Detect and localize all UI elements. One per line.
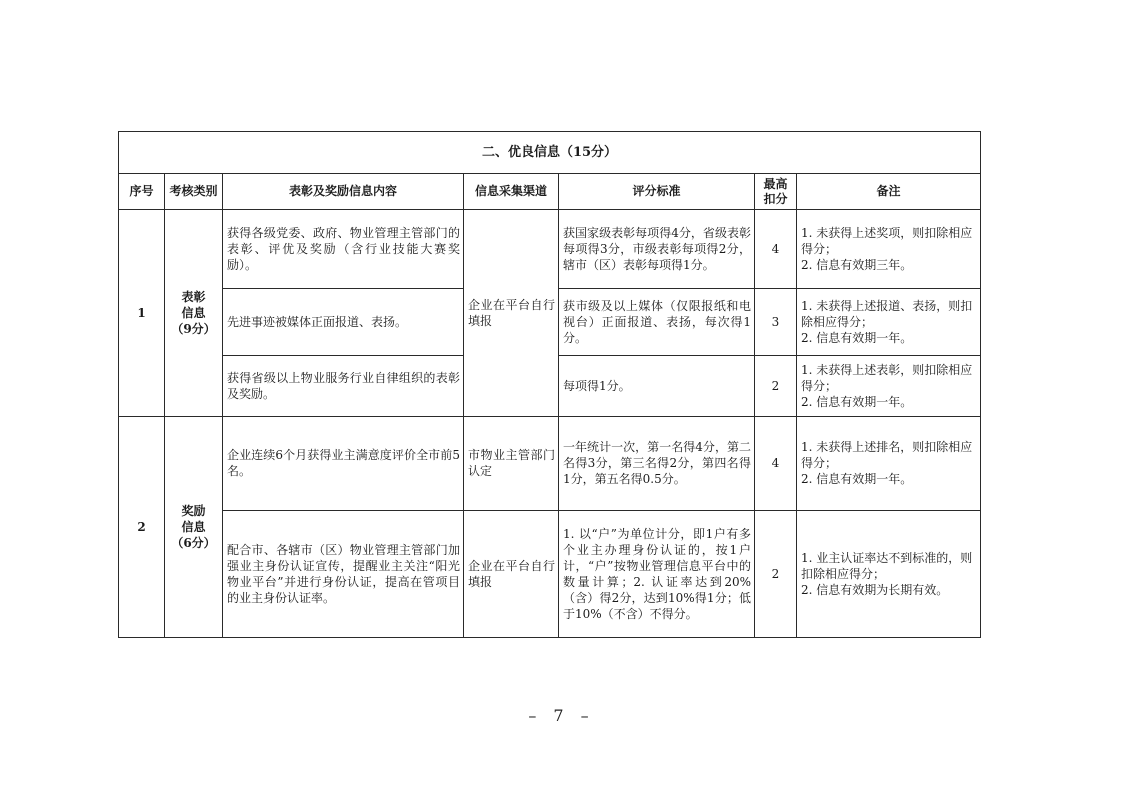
- header-category: 考核类别: [165, 174, 223, 210]
- note-line: 1. 未获得上述报道、表扬，则扣除相应得分；: [801, 299, 973, 330]
- scoring-table-sheet: [118, 131, 980, 638]
- group-category-line: 信息: [181, 306, 206, 321]
- note-line: 1. 未获得上述奖项，则扣除相应得分；: [801, 226, 973, 257]
- group-category: [165, 210, 223, 416]
- row-criteria: 1. 以“户”为单位计分，即1户有多个业主办理身份认证的，按1户计，“户”按物业管理信息平台中的数量计算；2. 认证率达到20%（含）得2分，达到10%得1分；低于10%（不含）不得分。: [559, 511, 755, 638]
- row-criteria: 每项得1分。: [559, 356, 755, 416]
- header-max-points: [755, 174, 797, 210]
- group-category: [165, 416, 223, 637]
- row-criteria: 一年统计一次，第一名得4分，第二名得3分，第三名得2分，第四名得1分，第五名得0.5分。: [559, 416, 755, 511]
- row-notes: [797, 356, 981, 416]
- row-notes: [797, 210, 981, 288]
- header-criteria: 评分标准: [559, 174, 755, 210]
- header-notes: 备注: [797, 174, 981, 210]
- row-max-points: 2: [755, 511, 797, 638]
- row-content: 企业连续6个月获得业主满意度评价全市前5名。: [223, 416, 464, 511]
- group-category-line: 信息: [181, 519, 206, 534]
- row-max-points: 4: [755, 416, 797, 511]
- note-line: 1. 业主认证率达不到标准的，则扣除相应得分；: [801, 551, 973, 582]
- page-number: – 7 –: [528, 706, 595, 725]
- header-no: 序号: [119, 174, 165, 210]
- row-channel: 企业在平台自行填报: [464, 511, 559, 638]
- row-max-points: 3: [755, 288, 797, 355]
- note-line: 2. 信息有效期三年。: [801, 258, 913, 273]
- scoring-table: [118, 131, 981, 638]
- note-line: 1. 未获得上述排名，则扣除相应得分；: [801, 440, 973, 471]
- row-notes: [797, 416, 981, 511]
- group-category-line: （9分）: [171, 322, 216, 337]
- row-max-points: 2: [755, 356, 797, 416]
- note-line: 2. 信息有效期一年。: [801, 394, 913, 409]
- row-content: 获得各级党委、政府、物业管理主管部门的表彰、评优及奖励（含行业技能大赛奖励）。: [223, 210, 464, 288]
- header-channel: 信息采集渠道: [464, 174, 559, 210]
- row-notes: [797, 288, 981, 355]
- header-max-points-text: 最高扣分: [763, 176, 788, 206]
- row-notes: [797, 511, 981, 638]
- row-content: 先进事迹被媒体正面报道、表扬。: [223, 288, 464, 355]
- row-max-points: 4: [755, 210, 797, 288]
- row-content: 获得省级以上物业服务行业自律组织的表彰及奖励。: [223, 356, 464, 416]
- group-category-line: 奖励: [181, 503, 206, 518]
- header-content: 表彰及奖励信息内容: [223, 174, 464, 210]
- note-line: 2. 信息有效期一年。: [801, 331, 913, 346]
- row-criteria: 获市级及以上媒体（仅限报纸和电视台）正面报道、表扬，每次得1分。: [559, 288, 755, 355]
- group-no: 1: [119, 210, 165, 416]
- row-content: 配合市、各辖市（区）物业管理主管部门加强业主身份认证宣传，提醒业主关注“阳光物业平台”并进行身份认证，提高在管项目的业主身份认证率。: [223, 511, 464, 638]
- section-title: 二、优良信息（15分）: [119, 132, 981, 174]
- row-channel: 企业在平台自行填报: [464, 210, 559, 416]
- group-category-line: 表彰: [181, 290, 206, 305]
- note-line: 2. 信息有效期为长期有效。: [801, 583, 949, 598]
- row-channel: 市物业主管部门认定: [464, 416, 559, 511]
- row-criteria: 获国家级表彰每项得4分，省级表彰每项得3分，市级表彰每项得2分，辖市（区）表彰每项得1分。: [559, 210, 755, 288]
- group-no: 2: [119, 416, 165, 637]
- group-category-line: （6分）: [171, 535, 216, 550]
- note-line: 2. 信息有效期一年。: [801, 472, 913, 487]
- note-line: 1. 未获得上述表彰，则扣除相应得分；: [801, 362, 973, 393]
